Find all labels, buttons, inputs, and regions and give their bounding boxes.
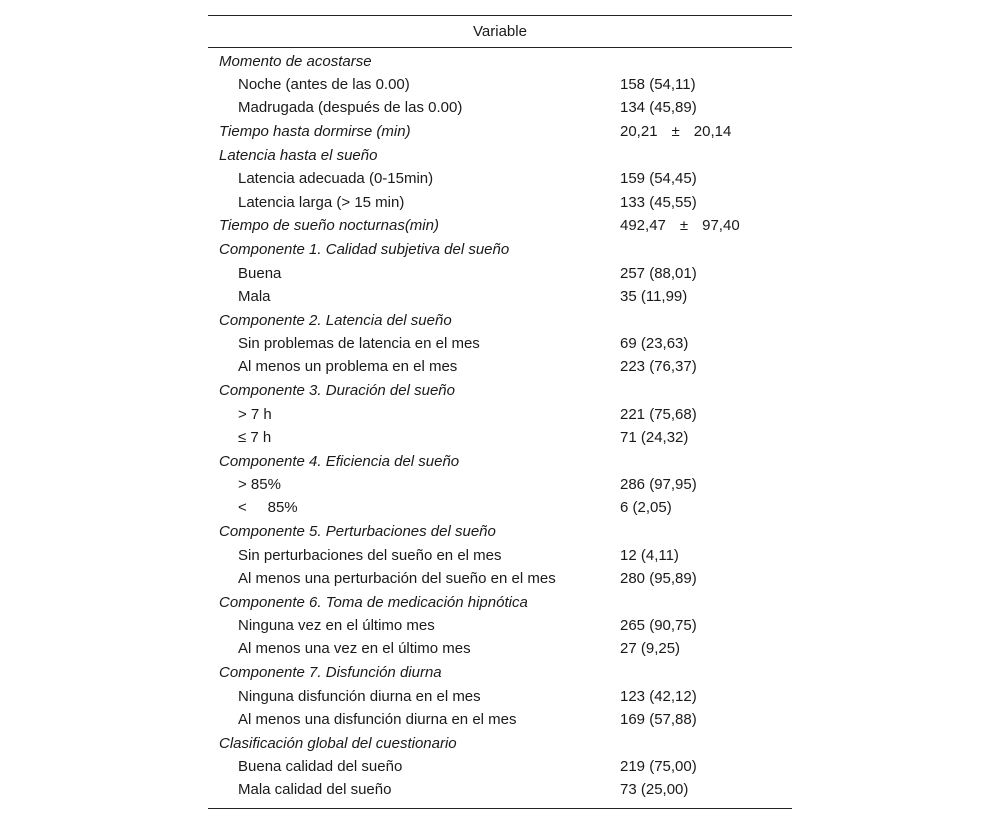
row-label: Latencia larga (> 15 min) bbox=[238, 193, 405, 211]
row-value: 158 (54,11) bbox=[620, 75, 696, 93]
mean-value: 492,47 bbox=[620, 217, 666, 235]
table-row-category bbox=[208, 309, 792, 332]
category-label: Componente 1. Calidad subjetiva del sueño bbox=[219, 241, 510, 259]
plus-minus-sign: ± bbox=[679, 217, 689, 235]
table-row bbox=[208, 614, 792, 637]
category-label: Componente 4. Eficiencia del sueño bbox=[219, 452, 460, 470]
table-row bbox=[208, 403, 792, 426]
mean-value: 20,21 bbox=[620, 123, 658, 141]
table-row-category bbox=[208, 214, 792, 237]
row-value-mean-sd bbox=[620, 120, 731, 143]
table-row bbox=[208, 685, 792, 708]
table-row bbox=[208, 755, 792, 778]
table-row-category bbox=[208, 50, 792, 73]
row-label: Mala calidad del sueño bbox=[238, 781, 392, 799]
table-row bbox=[208, 544, 792, 567]
table-row bbox=[208, 191, 792, 214]
table-row bbox=[208, 332, 792, 355]
row-label: ≤ 7 h bbox=[238, 428, 272, 446]
category-label: Momento de acostarse bbox=[219, 52, 372, 70]
table-row bbox=[208, 73, 792, 96]
table-row-category bbox=[208, 661, 792, 684]
row-label: Ninguna disfunción diurna en el mes bbox=[238, 687, 481, 705]
category-label: Tiempo de sueño nocturnas(min) bbox=[219, 217, 439, 235]
table-row bbox=[208, 778, 792, 801]
category-label: Latencia hasta el sueño bbox=[219, 146, 378, 164]
table-row bbox=[208, 567, 792, 590]
row-value: 219 (75,00) bbox=[620, 758, 697, 776]
row-value: 223 (76,37) bbox=[620, 358, 697, 376]
table-row bbox=[208, 96, 792, 119]
table-row-category bbox=[208, 450, 792, 473]
table-row-category bbox=[208, 732, 792, 755]
table-row bbox=[208, 355, 792, 378]
row-label: Madrugada (después de las 0.00) bbox=[238, 99, 463, 117]
row-label: Al menos una disfunción diurna en el mes bbox=[238, 710, 517, 728]
row-value: 35 (11,99) bbox=[620, 287, 688, 305]
row-value: 286 (97,95) bbox=[620, 476, 697, 494]
row-value: 133 (45,55) bbox=[620, 193, 697, 211]
row-label: Sin problemas de latencia en el mes bbox=[238, 335, 480, 353]
category-label: Componente 3. Duración del sueño bbox=[219, 382, 455, 400]
row-value: 71 (24,32) bbox=[620, 428, 689, 446]
table-row-category bbox=[208, 520, 792, 543]
table-row bbox=[208, 167, 792, 190]
sd-value: 20,14 bbox=[693, 123, 732, 141]
table-row-category bbox=[208, 144, 792, 167]
row-value: 169 (57,88) bbox=[620, 710, 697, 728]
row-value: 257 (88,01) bbox=[620, 264, 697, 282]
table-body bbox=[208, 48, 792, 808]
plus-minus-sign: ± bbox=[671, 123, 680, 141]
table-row-category bbox=[208, 379, 792, 402]
table-header-variable: Variable bbox=[473, 23, 527, 40]
sd-value: 97,40 bbox=[702, 217, 740, 235]
category-label: Tiempo hasta dormirse (min) bbox=[219, 123, 411, 141]
category-label: Componente 2. Latencia del sueño bbox=[219, 311, 452, 329]
category-label: Componente 5. Perturbaciones del sueño bbox=[219, 523, 496, 541]
row-value: 123 (42,12) bbox=[620, 687, 697, 705]
row-value: 6 (2,05) bbox=[620, 499, 672, 517]
table-row-category bbox=[208, 238, 792, 261]
row-value: 265 (90,75) bbox=[620, 617, 697, 635]
row-label: Noche (antes de las 0.00) bbox=[238, 75, 410, 93]
row-value: 27 (9,25) bbox=[620, 640, 681, 658]
category-label: Componente 7. Disfunción diurna bbox=[219, 664, 442, 682]
table-row bbox=[208, 496, 792, 519]
row-label: Al menos una vez en el último mes bbox=[238, 640, 471, 658]
table-row bbox=[208, 708, 792, 731]
row-value-mean-sd bbox=[620, 214, 740, 237]
row-label: Latencia adecuada (0-15min) bbox=[238, 170, 434, 188]
row-value: 280 (95,89) bbox=[620, 569, 697, 587]
table-row bbox=[208, 637, 792, 660]
row-value: 221 (75,68) bbox=[620, 405, 697, 423]
sleep-quality-table bbox=[208, 15, 792, 809]
row-value: 12 (4,11) bbox=[620, 546, 679, 564]
table-row bbox=[208, 262, 792, 285]
table-row bbox=[208, 426, 792, 449]
row-label: Mala bbox=[238, 287, 271, 305]
row-label: Ninguna vez en el último mes bbox=[238, 617, 435, 635]
row-label: Sin perturbaciones del sueño en el mes bbox=[238, 546, 502, 564]
row-label: > 85% bbox=[238, 476, 281, 494]
row-label: Al menos una perturbación del sueño en el mes bbox=[238, 569, 556, 587]
row-label: > 7 h bbox=[238, 405, 272, 423]
category-label: Componente 6. Toma de medicación hipnótica bbox=[219, 593, 528, 611]
category-label: Clasificación global del cuestionario bbox=[219, 734, 457, 752]
row-value: 159 (54,45) bbox=[620, 170, 697, 188]
row-value: 134 (45,89) bbox=[620, 99, 697, 117]
table-row bbox=[208, 473, 792, 496]
row-label: Al menos un problema en el mes bbox=[238, 358, 458, 376]
row-value: 69 (23,63) bbox=[620, 335, 689, 353]
table-row-category bbox=[208, 120, 792, 143]
row-label: < 85% bbox=[238, 499, 298, 517]
row-value: 73 (25,00) bbox=[620, 781, 689, 799]
table-row-category bbox=[208, 591, 792, 614]
table-bottom-rule bbox=[208, 808, 792, 809]
row-label: Buena bbox=[238, 264, 282, 282]
row-label: Buena calidad del sueño bbox=[238, 758, 403, 776]
table-row bbox=[208, 285, 792, 308]
